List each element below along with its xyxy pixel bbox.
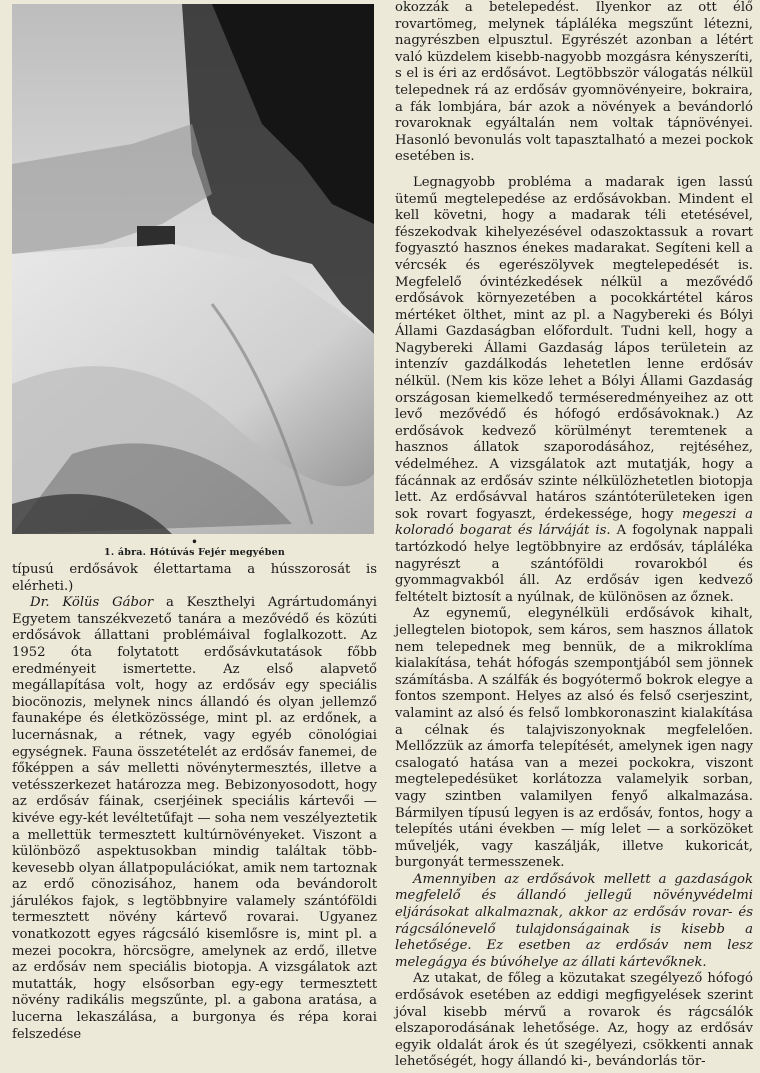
snowdrift-photo	[12, 4, 374, 534]
right-paragraph-4	[395, 872, 753, 972]
left-column	[12, 0, 377, 1043]
snowdrift-photo-illustration	[12, 4, 374, 534]
right-paragraph-1: okozzák a betelepedést. Ilyenkor az ott élő rovartömeg, melynek tápláléka megszűnt létezni, nagyrészben elpusztul. Egyrészét azonban a létért való küzdelem kisebb-nagyobb mozgásra kényszeríti, s el is éri az erdősávot. Legtöbbször válogatás nélkül telepednek rá az erdősáv gyomnövényeire, bokraira, a fák lombjára, bár azok a növények a bevándorló rovaroknak egyáltalán nem voltak tápnövényei. Hasonló bevonulás volt tapasztalható a mezei pockok esetében is.	[395, 0, 753, 165]
right-paragraph-2-b: A fogolynak nappali tartózkodó helye legtöbbnyire az erdősáv, tápláléka nagyrészt a szántóföldi rovarokból és gyommagvakból áll. Az erdősáv igen kedvező feltételt biztosít a nyúlnak, de különösen az őznek.	[395, 523, 753, 605]
figure	[12, 4, 377, 560]
right-paragraph-2-emphasis: megeszi a koloradó bogarat és lárváját is.	[395, 506, 753, 539]
author-name: Dr. Kölüs Gábor	[30, 595, 154, 611]
right-column	[395, 0, 753, 1071]
figure-caption-text: 1. ábra. Hótúvás Fejér megyében	[104, 547, 285, 558]
left-paragraph-2	[12, 595, 377, 1043]
right-paragraph-4-text: Amennyiben az erdősávok mellett a gazdaságok megfelelő és állandó jellegű növényvédelmi eljárásokat alkalmaznak, akkor az erdősáv rovar- és rágcsálónevelő tulajdonságainak is kisebb a lehetősége. Ez esetben az erdősáv nem lesz melegágya és búvóhelye az állati kártevőknek.	[395, 871, 753, 970]
right-paragraph-2	[395, 175, 753, 606]
right-paragraph-3: Az egynemű, elegynélküli erdősávok kihalt, jellegtelen biotopok, sem káros, sem hasznos állatok nem telepednek meg bennük, de a mikroklíma kialakítása, tehát hófogás szempontjából sem jönnek számításba. A szálfák és bogyótermő bokrok elegye a fontos szempont. Helyes az alsó és felső cserjeszint, valamint az alsó és felső lombkoronaszint kialakítása a célnak és talajviszonyoknak megfelelően. Mellőzzük az ámorfa telepítését, amelynek igen nagy csalogató hatása van a mezei pockokra, viszont megtelepedésüket korlátozza valamelyik sorban, vagy szintben valamilyen fenyő alkalmazása. Bármilyen típusú legyen is az erdősáv, fontos, hogy a telepítés utáni években — míg lelet — a sorközöket műveljék, vagy kaszálják, illetve kukoricát, burgonyát termesszenek.	[395, 606, 753, 871]
right-paragraph-5: Az utakat, de főleg a közutakat szegélyező hófogó erdősávok esetében az eddigi megfigyelések szerint jóval kisebb mérvű a rovarok és rágcsálók elszaporodásának lehetősége. Az, hogy az erdősáv egyik oldalát árok és út szegélyezi, csökkenti annak lehetőségét, hogy állandó ki-, bevándorlás tör-	[395, 971, 753, 1070]
left-paragraph-1: típusú erdősávok élettartama a hússzorosát is elérheti.)	[12, 562, 377, 594]
left-paragraph-2-text: a Keszthelyi Agrártudományi Egyetem tanszékvezető tanára a mezővédő és közúti erdősávok állattani problémáival foglalkozott. Az 1952 óta folytatott erdősávkutatások főbb eredményeit ismertette. Az első alapvető megállapítása volt, hogy az erdősáv egy speciális biocönozis, melynek nincs állandó és olyan jellemző faunaképe és életközössége, mint pl. az erdőnek, a lucernásnak, a rétnek, vagy egyéb cönológiai egységnek. Fauna összetételét az erdősáv fanemei, de főképpen a sáv melletti növénytermesztés, illetve a vetésszerkezet határozza meg. Bebizonyosodott, hogy az erdősáv fáinak, cserjéinek speciális kártevői — kivéve egy-két levéltetűfajt — soha nem veszélyeztetik a mellettük termesztett kultúrnövényeket. Viszont a különböző aspektusokban mindig találtak több-kevesebb olyan állatpopulációkat, amik nem tartoznak az erdő cönozisához, hanem oda bevándorolt járulékos fajok, s legtöbbnyire valamely szántóföldi termesztett növény kártevő rovarai. Ugyanez vonatkozott egyes rágcsáló kisemlősre is, mint pl. a mezei pocokra, hörcsögre, amelynek az erdő, illetve az erdősáv nem speciális biotopja. A vizsgálatok azt mutatták, hogy elsősorban egy-egy termesztett növény radikális megszűnte, pl. a gabona aratása, a lucerna lekaszálása, a burgonya és répa korai felszedése	[12, 595, 377, 1042]
right-paragraph-2-a: Legnagyobb probléma a madarak igen lassú ütemű megtelepedése az erdősávokban. Mindent el kell követni, hogy a madarak téli etetésével, fészekodvak kihelyezésével odaszoktassuk a rovart fogyasztó hasznos énekes madarakat. Segíteni kell a vércsék és egerészölyvek megtelepedését is. Megfelelő óvintézkedések nélkül a mezővédő erdősávok környezetében a pocokkártétel káros mértéket ölthet, mint az pl. a Nagybereki és Bólyi Állami Gazdaságban előfordult. Tudni kell, hogy a Nagybereki Állami Gazdaság lápos területein az intenzív gazdálkodás lehetetlen lenne erdősáv nélkül. (Nem kis köze lehet a Bólyi Állami Gazdaság országosan kiemelkedő terméseredményeihez az ott levő mezővédő és hófogó erdősávoknak.) Az erdősávok kedvező körülményt teremtenek a hasznos állatok szaporodásához, rejtéséhez, védelméhez. A vizsgálatok azt mutatják, hogy a fácánnak az erdősáv szinte nélkülözhetetlen biotopja lett. Az erdősávval határos szántóterületeken igen sok rovart fogyaszt, érdekessége, hogy	[395, 174, 753, 522]
figure-caption: • 1. ábra. Hótúvás Fejér megyében	[104, 537, 285, 558]
